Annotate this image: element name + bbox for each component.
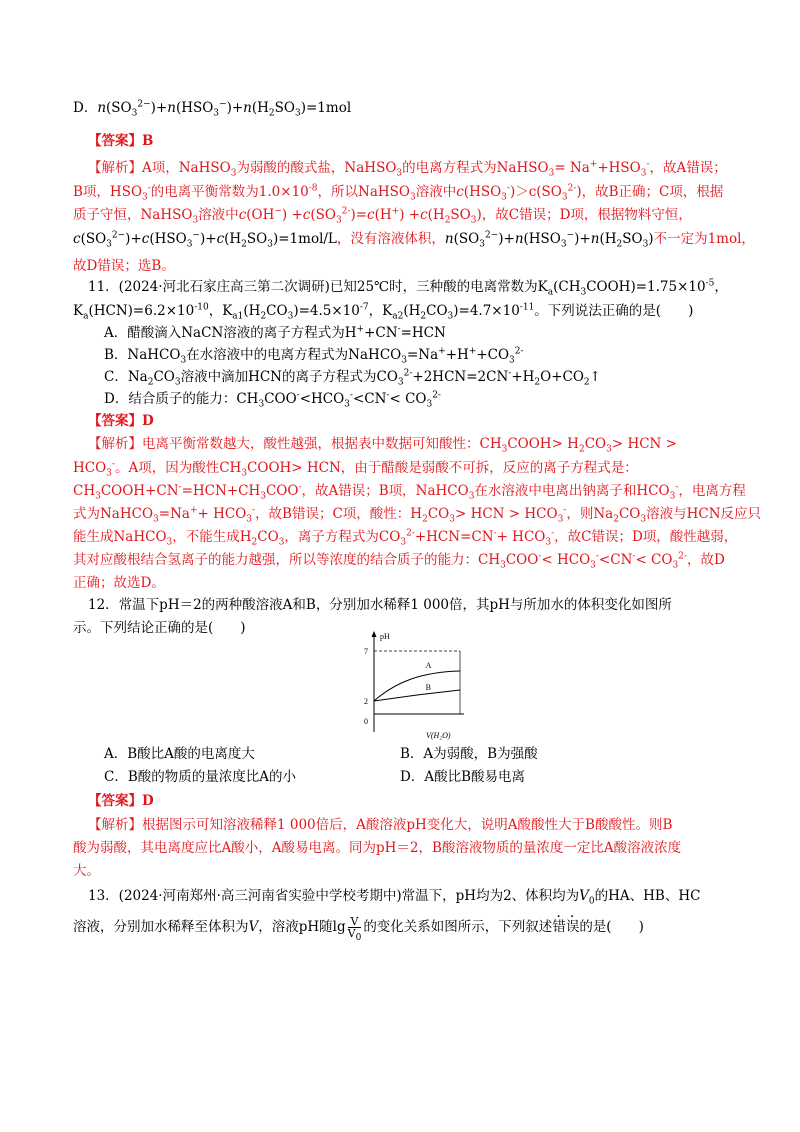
ph-dilution-chart	[360, 628, 470, 740]
explanation-10-line-2: B项，$HSO_3^-$的电离平衡常数为$1.0\times 10^{-8}$，所以NaHSO$_3$溶液中$c(HSO_3^-)>c(SO_3^{2-})$，故B正确；C项，根据	[73, 183, 724, 203]
answer-12: 【答案】D	[88, 793, 154, 809]
question-12-option-d: D．A酸比B酸易电离	[400, 769, 525, 785]
explanation-10-line-4: $c(SO_3^{2-})+c(HSO_3^-)+c(H_2SO_3)=1mol/L$，没有溶液体积，$n(SO_3^{2-})+n(HSO_3^-)+n(H_2SO_3)$不一定为1mol，	[73, 230, 755, 250]
question-13-stem-1: 13．(2024·河南郑州·高三河南省实验中学校考期中)常温下，pH均为2、体积均为$V_0$的HA、HB、HC	[88, 888, 701, 907]
q10-option-d: D．$n(SO_3^{2-})+n(HSO_3^-)+n(H_2SO_3)=1mol$	[73, 99, 352, 119]
question-11-option-d: D．结合质子的能力：$CH_3COO^-<HCO_3^-<CN^-< CO_3^{2-}$	[104, 390, 441, 410]
question-13-stem-2: 溶液，分别加水稀释至体积为V，溶液pH随lg $\frac{V}{V_0}$ 的变化关系如图所示，下列叙述错误的是( )	[73, 915, 644, 944]
chart-ytick-2: 2	[364, 697, 368, 706]
explanation-12-line-1: 【解析】根据图示可知溶液稀释1 000倍后，A酸溶液pH变化大，说明A酸酸性大于B酸酸性。则B	[88, 817, 673, 833]
explanation-10-line-5: 故D错误；选B。	[73, 258, 175, 274]
question-12-option-b: B．A为弱酸，B为强酸	[400, 746, 538, 762]
explanation-11-line-2: $HCO_3^-$。A项，因为酸性$CH_3COOH>$ HCN，由于醋酸是弱酸不可拆，反应的离子方程式是：	[73, 459, 638, 479]
chart-axes	[372, 631, 465, 732]
explanation-10-line-3: 质子守恒，NaHSO$_3$溶液中$c(OH^-) +c(SO_3^{2-})=c(H^+) +c(H_2SO_3)$，故C错误；D项，根据物料守恒，	[73, 206, 692, 226]
explanation-11-line-5: 能生成NaHCO$_3$，不能生成$H_2CO_3$，离子方程式为$CO_3^{2-}+HCN=CN^-+ HCO_3^-$，故C错误；D项，酸性越弱，	[73, 528, 738, 548]
explanation-11-line-3: $CH_3COOH+CN^-=HCN+CH_3COO^-$，故A错误；B项，NaHCO$_3$在水溶液中电离出钠离子和$HCO_3^-$，电离方程	[73, 482, 746, 502]
question-12-stem-1: 12．常温下pH＝2的两种酸溶液A和B，分别加水稀释1 000倍，其pH与所加水的体积变化如图所	[88, 597, 672, 613]
answer-10: 【答案】B	[88, 133, 154, 149]
question-11-option-b: B．NaHCO$_3$在水溶液中的电离方程式为$NaHCO_3=Na^++H^++CO_3^{2-}$	[104, 346, 524, 366]
explanation-11-line-7: 正确；故选D。	[73, 575, 165, 591]
answer-11: 【答案】D	[88, 413, 154, 429]
chart-ytick-7: 7	[364, 647, 368, 656]
chart-xlabel: V(H₂O)	[426, 731, 451, 740]
explanation-11-line-4: 式为NaHCO$_3$=Na++ $HCO_3^-$，故B错误；C项，酸性：$H_2CO_3>$ HCN > $HCO_3^-$，则$Na_2CO_3$溶液与HCN反应只	[73, 505, 762, 525]
explanation-10-line-1: 【解析】A项，NaHSO$_3$为弱酸的酸式盐，NaHSO$_3$的电离方程式为NaHSO$_3$= $Na^++HSO_3^-$，故A错误；	[88, 159, 727, 179]
fraction-v-over-v0: $\frac{V}{V_0}$	[347, 915, 362, 944]
chart-label-b: B	[425, 683, 431, 692]
question-11-option-c: C．$Na_2CO_3$溶液中滴加HCN的离子方程式为$CO_3^{2-}+2HCN=2CN^-+H_2O+CO_2↑$	[104, 368, 601, 388]
explanation-12-line-3: 大。	[73, 863, 100, 879]
question-11-option-a: A．醋酸滴入NaCN溶液的离子方程式为H++CN-=HCN	[104, 324, 446, 341]
question-11-stem-1: 11．(2024·河北石家庄高三第二次调研)已知25℃时，三种酸的电离常数为$K_a(CH_3COOH)=1.75\times 10^{-5}$，	[88, 278, 728, 298]
question-12-option-a: A．B酸比A酸的电离度大	[104, 746, 255, 762]
chart-ytick-0: 0	[364, 717, 368, 726]
question-11-stem-2: $K_a(HCN)=6.2\times 10^{-10}$，$K_{a1}(H_2CO_3)=4.5\times 10^{-7}$，$K_{a2}(H_2CO_3)=4.7\times 10^{-11}$。下列说法正确的是( )	[73, 302, 694, 322]
explanation-12-line-2: 酸为弱酸，其电离度应比A酸小，A酸易电离。同为pH＝2，B酸溶液物质的量浓度一定比A酸溶液浓度	[73, 840, 682, 856]
question-12-stem-2: 示。下列结论正确的是( )	[73, 620, 246, 636]
question-12-option-c: C．B酸的物质的量浓度比A的小	[104, 769, 296, 785]
chart-series-a	[374, 671, 460, 701]
explanation-11-line-1: 【解析】电离平衡常数越大，酸性越强，根据表中数据可知酸性：$CH_3COOH> H_2CO_3>$ HCN >	[88, 436, 677, 455]
chart-ylabel: pH	[380, 632, 390, 641]
chart-label-a: A	[425, 661, 432, 670]
explanation-11-line-6: 其对应酸根结合氢离子的能力越强，所以等浓度的结合质子的能力：$CH_3COO^-< HCO_3^-<CN^-< CO_3^{2-}$，故D	[73, 551, 725, 571]
